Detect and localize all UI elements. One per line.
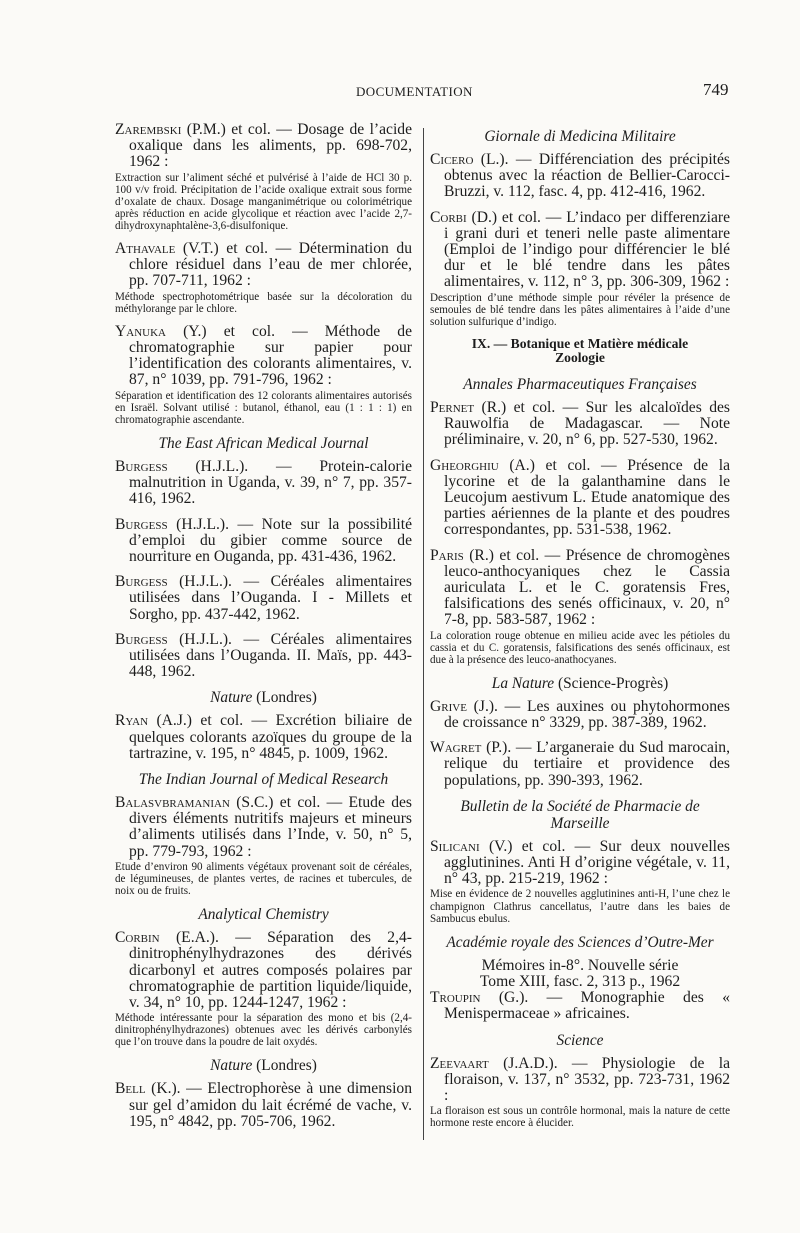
bibliography-entry xyxy=(430,990,730,1022)
entry-author: Burgess xyxy=(115,515,168,533)
entry-abstract: Mise en évidence de 2 nouvelles agglutinines anti-H, l’une chez le champignon Clathrus cancellatus, l’autre dans les baies de Sambucus ebulus. xyxy=(430,888,730,925)
journal-title: Science xyxy=(556,1031,604,1049)
bibliography-entry xyxy=(430,1056,730,1130)
bibliography-entry xyxy=(115,713,412,762)
journal-title: Académie royale des Sciences d’Outre-Mer xyxy=(446,933,714,951)
entry-citation: (A.J.) et col. — Excrétion biliaire de quelques colorants azoïques du groupe de la tartrazine, v. 195, n° 4845, p. 1009, 1962. xyxy=(129,712,412,762)
section-title-line: IX. — Botanique et Matière médicale xyxy=(471,335,689,351)
journal-heading xyxy=(430,675,730,692)
right-column xyxy=(430,122,730,1138)
journal-location: (Science-Progrès) xyxy=(554,674,669,692)
entry-author: Pernet xyxy=(430,398,475,416)
bibliography-entry xyxy=(115,632,412,681)
entry-citation: (L.). — Différenciation des précipités obtenus avec la réaction de Bellier-Carocci-Bruzzi, v. 112, fasc. 4, pp. 412-416, 1962. xyxy=(444,151,730,201)
entry-author: Silicani xyxy=(430,837,480,855)
entry-abstract: Etude d’environ 90 aliments végétaux provenant soit de céréales, de légumineuses, de plantes vertes, de racines et tubercules, de noix ou de fruits. xyxy=(115,860,412,898)
entry-citation: (P.M.) et col. — Dosage de l’acide oxalique dans les aliments, pp. 698-702, 1962 : xyxy=(129,121,412,171)
entry-citation: (R.) et col. — Présence de chromogènes leuco-anthocyaniques chez le Cassia auriculata L. et le C. goratensis Fres, falsifications des senés officinaux, v. 20, n° 7-8, pp. 583-587, 1962 : xyxy=(444,546,730,629)
bibliography-entry xyxy=(430,699,730,731)
entry-author: Zarembski xyxy=(115,121,182,138)
entry-author: Troupin xyxy=(430,989,481,1007)
entry-citation: (A.) et col. — Présence de la lycorine et de la galanthamine dans le Leucojum aestivum L. Etude anatomique des parties aériennes de la plante et des poudres correspondantes, pp. 531-538, 1962. xyxy=(444,456,730,539)
bibliography-entry xyxy=(115,122,412,232)
entry-citation: (D.) et col. — L’indaco per differenziare i grani duri et teneri nelle paste alimentare (Emploi de l’indigo pour différencier le blé dur et le blé tendre dans les pâtes alimentaires, v. 112, n° 3, pp. 306-309, 1962 : xyxy=(444,208,730,291)
entry-abstract: Description d’une méthode simple pour révéler la présence de semoules de blé tendre dans les pâtes alimentaires à l’aide d’une solution sulfurique d’indigo. xyxy=(430,291,730,328)
entry-citation: (V.) et col. — Sur deux nouvelles agglutinines. Anti H d’origine végétale, v. 11, n° 43, pp. 215-219, 1962 : xyxy=(444,837,730,888)
journal-heading xyxy=(115,689,412,706)
entry-abstract: La coloration rouge obtenue en milieu acide avec les pétioles du cassia et du C. goratensis, falsifications des senés officinaux, est due à la présence des leuco-anathocyanes. xyxy=(430,629,730,666)
entry-citation: (V.T.) et col. — Détermination du chlore résiduel dans l’eau de mer chlorée, pp. 707-711, 1962 : xyxy=(129,240,412,290)
entry-citation: (H.J.L.). — Céréales alimentaires utilisées dans l’Ouganda. II. Maïs, pp. 443-448, 1962. xyxy=(129,630,412,681)
entry-author: Paris xyxy=(430,546,464,564)
entry-citation: (G.). — Monographie des « Menispermaceae » africaines. xyxy=(444,989,730,1023)
entry-author: Athavale xyxy=(115,240,176,258)
bibliography-entry xyxy=(115,241,412,315)
journal-heading xyxy=(115,906,412,923)
bibliography-entry xyxy=(430,740,730,789)
journal-title: Giornale di Medicina Militaire xyxy=(484,128,676,145)
journal-heading xyxy=(430,798,730,832)
entry-abstract: Méthode spectrophotométrique basée sur la décoloration du méthylorange par le chlore. xyxy=(115,290,412,315)
entry-author: Grive xyxy=(430,697,467,715)
bibliography-entry xyxy=(115,795,412,897)
journal-title: La Nature xyxy=(491,674,555,692)
section-heading xyxy=(430,337,730,366)
left-column xyxy=(115,122,412,1139)
entry-author: Burgess xyxy=(115,573,168,591)
journal-title: Analytical Chemistry xyxy=(198,906,329,924)
column-divider xyxy=(423,128,424,1140)
entry-author: Gheorghiu xyxy=(430,456,499,474)
entry-citation: (H.J.L.). — Céréales alimentaires utilisées dans l’Ouganda. I - Millets et Sorgho, pp. 437-442, 1962. xyxy=(129,573,412,623)
entry-author: Cicero xyxy=(430,151,474,168)
bibliography-entry xyxy=(115,459,412,508)
journal-location: (Londres) xyxy=(252,689,317,707)
entry-citation: (H.J.L.). — Note sur la possibilité d’emploi du gibier comme source de nourriture en Ouganda, pp. 431-436, 1962. xyxy=(129,515,412,565)
journal-title: Bulletin de la Société de Pharmacie de Marseille xyxy=(460,797,700,832)
entry-abstract: Extraction sur l’aliment séché et pulvérisé à l’aide de HCl 30 p. 100 v/v froid. Précipitation de l’acide oxalique extrait sous forme d’oxalate de chaux. Dosage manganimétrique ou colorimétrique après réduction en acide glycolique et réaction avec l’acide 2,7-dihydroxynaphtalène-3,6-disulfonique. xyxy=(115,171,412,232)
journal-heading xyxy=(430,1032,730,1049)
entry-abstract: Méthode intéressante pour la séparation des mono et bis (2,4-dinitrophénylhydrazones) obtenues avec les dérivés carbonylés que l’on trouve dans la poudre de lait oxydés. xyxy=(115,1012,412,1049)
running-title: DOCUMENTATION xyxy=(356,84,473,99)
entry-author: Ryan xyxy=(115,712,149,730)
bibliography-entry xyxy=(430,400,730,449)
bibliography-entry xyxy=(115,574,412,623)
entry-citation: (J.A.D.). — Physiologie de la floraison, v. 137, n° 3532, pp. 723-731, 1962 : xyxy=(444,1054,730,1104)
journal-heading xyxy=(115,435,412,452)
entry-citation: (Y.) et col. — Méthode de chromatographie sur papier pour l’identification des colorants alimentaires, v. 87, n° 1039, pp. 791-796, 1962 : xyxy=(129,322,412,389)
entry-author: Corbi xyxy=(430,208,467,226)
entry-author: Burgess xyxy=(115,630,168,648)
journal-title: Annales Pharmaceutiques Françaises xyxy=(463,375,697,393)
bibliography-entry xyxy=(430,152,730,201)
entry-citation: (P.). — L’arganeraie du Sud marocain, relique du tertiaire et providence des populations, pp. 390-393, 1962. xyxy=(444,739,730,789)
journal-title: Nature xyxy=(210,1057,253,1075)
page-header xyxy=(0,80,800,104)
bibliography-entry xyxy=(115,517,412,566)
entry-citation: (S.C.) et col. — Etude des divers éléments nutritifs majeurs et mineurs d’aliments utilisés dans l’Inde, v. 50, n° 5, pp. 779-793, 1962 : xyxy=(129,794,412,860)
journal-location: (Londres) xyxy=(252,1057,317,1075)
entry-author: Wagret xyxy=(430,739,482,757)
series-line: Tome XIII, fasc. 2, 313 p., 1962 xyxy=(479,972,681,990)
bibliography-entry xyxy=(430,210,730,328)
section-title-line: Zoologie xyxy=(555,350,605,366)
journal-heading xyxy=(115,771,412,788)
entry-author: Balasvbramanian xyxy=(115,794,230,812)
journal-heading xyxy=(115,1057,412,1074)
journal-heading xyxy=(430,376,730,393)
journal-title: The Indian Journal of Medical Research xyxy=(138,771,389,789)
journal-title: The East African Medical Journal xyxy=(158,434,369,452)
entry-citation: (K.). — Electrophorèse à une dimension sur gel d’amidon du lait écrémé de vache, v. 195, n° 4842, pp. 705-706, 1962. xyxy=(129,1080,412,1130)
bibliography-entry xyxy=(430,548,730,666)
entry-abstract: Séparation et identification des 12 colorants alimentaires autorisés en Israël. Solvant utilisé : butanol, éthanol, eau (1 : 1 : 1) en chromatographie ascendante. xyxy=(115,389,412,426)
entry-author: Zeevaart xyxy=(430,1054,489,1072)
entry-author: Burgess xyxy=(115,457,168,475)
entry-citation: (H.J.L.). — Protein-calorie malnutrition in Uganda, v. 39, n° 7, pp. 357-416, 1962. xyxy=(129,457,412,508)
bibliography-entry xyxy=(430,458,730,539)
entry-citation: (R.) et col. — Sur les alcaloïdes des Rauwolfia de Madagascar. — Note préliminaire, v. 20, n° 6, pp. 527-530, 1962. xyxy=(444,398,730,449)
bibliography-entry xyxy=(115,324,412,426)
entry-author: Bell xyxy=(115,1080,146,1098)
page-number: 749 xyxy=(703,80,729,99)
journal-heading xyxy=(430,128,730,145)
journal-heading xyxy=(430,934,730,951)
entry-citation: (E.A.). — Séparation des 2,4-dinitrophénylhydrazones des dérivés dicarbonyl et autres composés polaires par chromatographie de partition liquide/liquide, v. 34, n° 10, pp. 1244-1247, 1962 : xyxy=(129,929,412,1011)
entry-author: Corbin xyxy=(115,929,160,947)
series-line: Mémoires in-8°. Nouvelle série xyxy=(481,956,679,974)
journal-title: Nature xyxy=(210,689,253,707)
bibliography-entry xyxy=(430,839,730,925)
bibliography-entry xyxy=(115,1081,412,1130)
bibliography-entry xyxy=(115,930,412,1048)
entry-citation: (J.). — Les auxines ou phytohormones de croissance n° 3329, pp. 387-389, 1962. xyxy=(444,697,730,732)
entry-abstract: La floraison est sous un contrôle hormonal, mais la nature de cette hormone reste encore à élucider. xyxy=(430,1105,730,1130)
entry-author: Yanuka xyxy=(115,322,166,340)
